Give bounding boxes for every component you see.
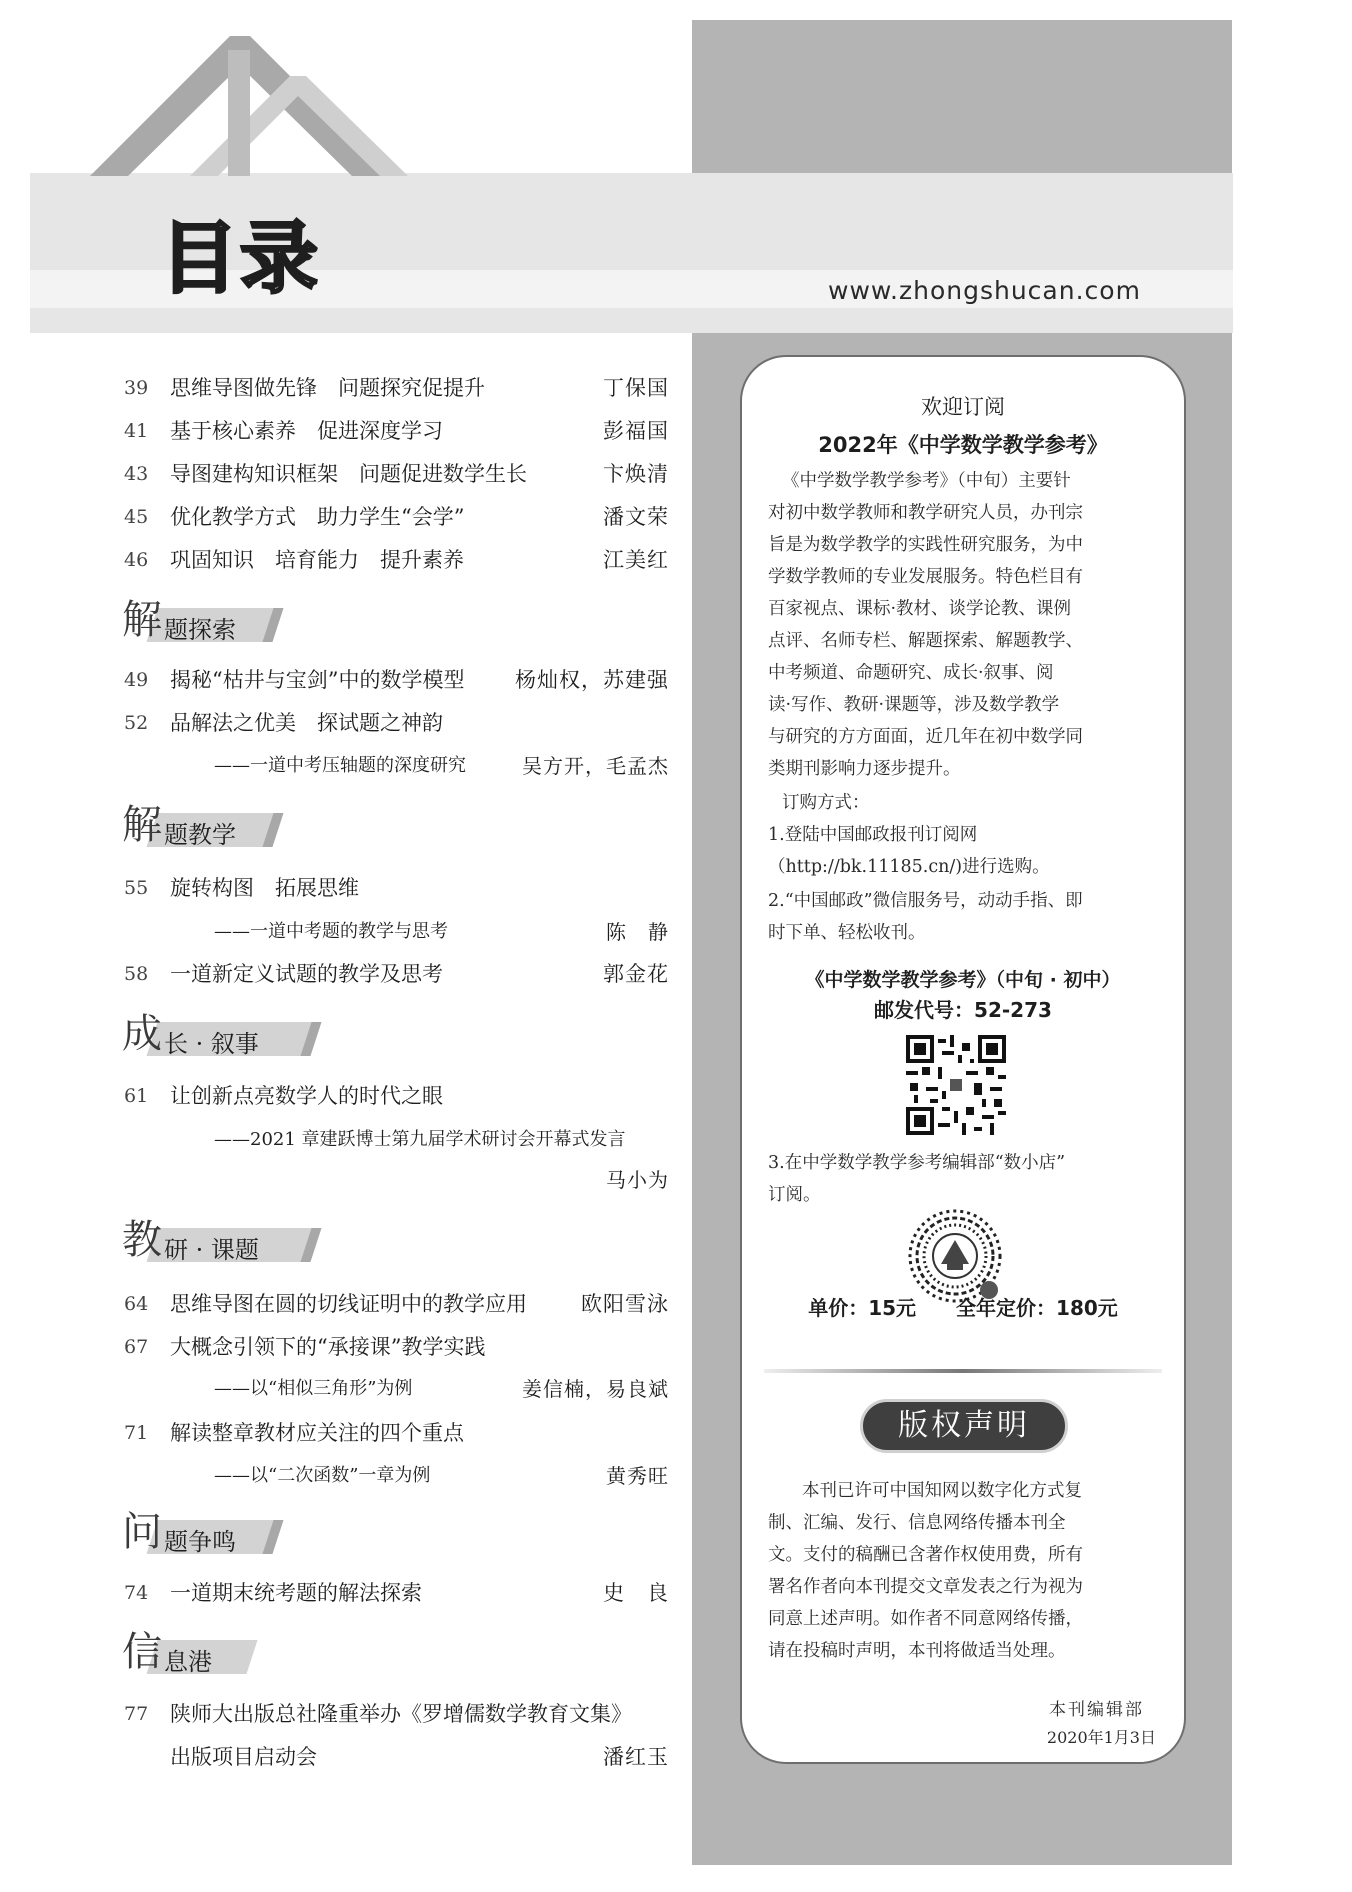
toc-entry[interactable]: [124, 1573, 669, 1613]
toc-entry[interactable]: [124, 411, 669, 451]
section-label: 题争鸣: [164, 1528, 236, 1556]
section-heading-jietijiaoxue: [122, 797, 322, 859]
article-subtitle: ——以“二次函数”一章为例: [214, 1465, 431, 1486]
toc-subtitle-row[interactable]: [124, 1458, 669, 1494]
postal-code: 邮发代号：52-273: [874, 998, 1052, 1022]
section-label: 长 · 叙事: [164, 1030, 259, 1058]
article-author: 郭金花: [603, 962, 669, 986]
section-label: 题教学: [164, 821, 236, 849]
toc-entry[interactable]: [124, 497, 669, 537]
page-number: 67: [124, 1336, 149, 1358]
article-author: 卞焕清: [603, 462, 669, 486]
section-initial: 成: [122, 1011, 162, 1057]
section-label: 研 · 课题: [164, 1236, 259, 1264]
copyright-line: 本刊已许可中国知网以数字化方式复: [802, 1481, 1082, 1501]
panel-divider: [764, 1369, 1162, 1373]
toc-entry[interactable]: [124, 868, 669, 908]
order-method-line: 1.登陆中国邮政报刊订阅网: [768, 825, 978, 845]
toc-entry[interactable]: [124, 1327, 669, 1367]
toc-subtitle-row[interactable]: [124, 748, 669, 784]
intro-line: 读·写作、教研·课题等，涉及数学教学: [768, 695, 1060, 715]
article-title: 一道新定义试题的教学及思考: [170, 962, 443, 986]
order-method-line: 2.“中国邮政”微信服务号，动动手指、即: [768, 891, 1083, 911]
intro-line: 类期刊影响力逐步提升。: [768, 759, 961, 779]
mini-program-code-icon[interactable]: [905, 1206, 1005, 1306]
article-title: 巩固知识 培育能力 提升素养: [170, 548, 464, 572]
copyright-line: 文。支付的稿酬已含著作权使用费，所有: [768, 1545, 1083, 1565]
copyright-badge: 版权声明: [860, 1399, 1068, 1453]
section-heading-jietitansuo: [122, 592, 322, 654]
article-title: 导图建构知识框架 问题促进数学生长: [170, 462, 527, 486]
article-author: 彭福国: [603, 419, 669, 443]
section-initial: 解: [122, 802, 162, 848]
article-title: 解读整章教材应关注的四个重点: [170, 1421, 464, 1445]
article-author: 潘文荣: [603, 505, 669, 529]
page-number: 43: [124, 463, 149, 485]
toc-subtitle-row[interactable]: [124, 914, 669, 950]
article-title: 大概念引领下的“承接课”教学实践: [170, 1335, 486, 1359]
toc-entry[interactable]: [124, 660, 669, 700]
article-title: 旋转构图 拓展思维: [170, 876, 359, 900]
copyright-line: 署名作者向本刊提交文章发表之行为视为: [768, 1577, 1083, 1597]
statement-date: 2020年1月3日: [1046, 1728, 1156, 1747]
subscription-panel: [740, 355, 1186, 1764]
order-method-title: 订购方式：: [782, 793, 870, 813]
article-title: 基于核心素养 促进深度学习: [170, 419, 443, 443]
roof-decoration: [90, 36, 410, 176]
price-line: 单价：15元 全年定价：180元: [808, 1296, 1118, 1320]
article-author: 丁保国: [603, 376, 669, 400]
toc-entry-continued[interactable]: [124, 1737, 669, 1777]
article-author: 姜信楠，易良斌: [522, 1377, 669, 1401]
toc-entry[interactable]: [124, 368, 669, 408]
toc-entry[interactable]: [124, 1076, 669, 1116]
copyright-line: 同意上述声明。如作者不同意网络传播，: [768, 1609, 1083, 1629]
intro-line: 点评、名师专栏、解题探索、解题教学、: [768, 631, 1083, 651]
page-number: 39: [124, 377, 149, 399]
article-subtitle: ——一道中考压轴题的深度研究: [214, 755, 466, 776]
article-subtitle: ——2021 章建跃博士第九届学术研讨会开幕式发言: [214, 1129, 626, 1150]
page-number: 46: [124, 549, 149, 571]
order-method-line: 3.在中学数学教学参考编辑部“数小店”: [768, 1153, 1066, 1173]
intro-line: 中考频道、命题研究、成长·叙事、阅: [768, 663, 1054, 683]
magazine-name: 2022年《中学数学教学参考》: [818, 433, 1108, 457]
page-number: 49: [124, 669, 149, 691]
qr-code-icon[interactable]: [906, 1035, 1006, 1135]
edition-name: 《中学数学教学参考》（中旬 · 初中）: [805, 969, 1121, 991]
page-number: 41: [124, 420, 149, 442]
intro-line: 《中学数学教学参考》（中旬）主要针: [782, 471, 1071, 491]
section-heading-jiaoyan: [122, 1212, 322, 1274]
section-label: 题探索: [164, 616, 236, 644]
article-author: 陈 静: [606, 920, 669, 944]
article-title: 思维导图在圆的切线证明中的教学应用: [170, 1292, 527, 1316]
page-number: 55: [124, 877, 149, 899]
toc-entry[interactable]: [124, 454, 669, 494]
page-number: 77: [124, 1703, 149, 1725]
article-subtitle: ——一道中考题的教学与思考: [214, 921, 448, 942]
article-title: 优化教学方式 助力学生“会学”: [170, 505, 465, 529]
intro-line: 学数学教师的专业发展服务。特色栏目有: [768, 567, 1083, 587]
copyright-line: 请在投稿时声明，本刊将做适当处理。: [768, 1641, 1066, 1661]
article-author: 吴方开，毛孟杰: [522, 754, 669, 778]
section-initial: 教: [122, 1217, 162, 1263]
section-label: 息港: [164, 1648, 212, 1676]
page-number: 64: [124, 1293, 149, 1315]
section-heading-xinxigang: [122, 1624, 322, 1686]
section-initial: 信: [122, 1629, 162, 1675]
order-method-line: 订阅。: [768, 1185, 821, 1205]
toc-entry[interactable]: [124, 1413, 669, 1453]
intro-line: 对初中数学教师和教学研究人员，办刊宗: [768, 503, 1083, 523]
intro-line: 与研究的方方面面，近几年在初中数学同: [768, 727, 1083, 747]
editorial-signature: 本刊编辑部: [1049, 1700, 1144, 1720]
article-author: 江美红: [603, 548, 669, 572]
intro-line: 百家视点、课标·教材、谈学论教、课例: [768, 599, 1072, 619]
article-title: 让创新点亮数学人的时代之眼: [170, 1084, 443, 1108]
article-title: 揭秘“枯井与宝剑”中的数学模型: [170, 668, 465, 692]
section-heading-chengzhang: [122, 1006, 322, 1068]
page-number: 52: [124, 712, 149, 734]
toc-entry[interactable]: [124, 540, 669, 580]
article-subtitle: ——以“相似三角形”为例: [214, 1378, 413, 1399]
order-url[interactable]: （http://bk.11185.cn/)进行选购。: [768, 857, 1050, 877]
page-title: 目录: [160, 214, 321, 304]
article-title: 一道期末统考题的解法探索: [170, 1581, 422, 1605]
article-author: 马小为: [606, 1168, 669, 1192]
toc-subtitle-row[interactable]: [124, 1122, 669, 1192]
article-title: 出版项目启动会: [170, 1745, 317, 1769]
toc-entry[interactable]: [124, 703, 669, 743]
page-number: 61: [124, 1085, 149, 1107]
section-initial: 问: [122, 1509, 162, 1555]
toc-entry[interactable]: [124, 954, 669, 994]
article-title: 思维导图做先锋 问题探究促提升: [170, 376, 485, 400]
section-initial: 解: [122, 597, 162, 643]
copyright-line: 制、汇编、发行、信息网络传播本刊全: [768, 1513, 1066, 1533]
toc-entry[interactable]: [124, 1694, 669, 1734]
article-author: 黄秀旺: [606, 1464, 669, 1488]
article-author: 欧阳雪泳: [581, 1292, 669, 1316]
subscription-heading: 欢迎订阅: [921, 395, 1005, 419]
section-heading-wenti: [122, 1504, 322, 1566]
article-author: 杨灿权，苏建强: [515, 668, 669, 692]
toc-subtitle-row[interactable]: [124, 1371, 669, 1407]
intro-line: 旨是为数学教学的实践性研究服务，为中: [768, 535, 1083, 555]
page-number: 45: [124, 506, 149, 528]
article-title: 品解法之优美 探试题之神韵: [170, 711, 443, 735]
page-number: 58: [124, 963, 149, 985]
page-number: 71: [124, 1422, 149, 1444]
article-author: 史 良: [603, 1581, 669, 1605]
page-number: 74: [124, 1582, 149, 1604]
order-method-line: 时下单、轻松收刊。: [768, 923, 926, 943]
website-url[interactable]: www.zhongshucan.com: [828, 276, 1141, 305]
toc-entry[interactable]: [124, 1284, 669, 1324]
article-title: 陕师大出版总社隆重举办《罗增儒数学教育文集》: [170, 1702, 632, 1726]
article-author: 潘红玉: [603, 1745, 669, 1769]
